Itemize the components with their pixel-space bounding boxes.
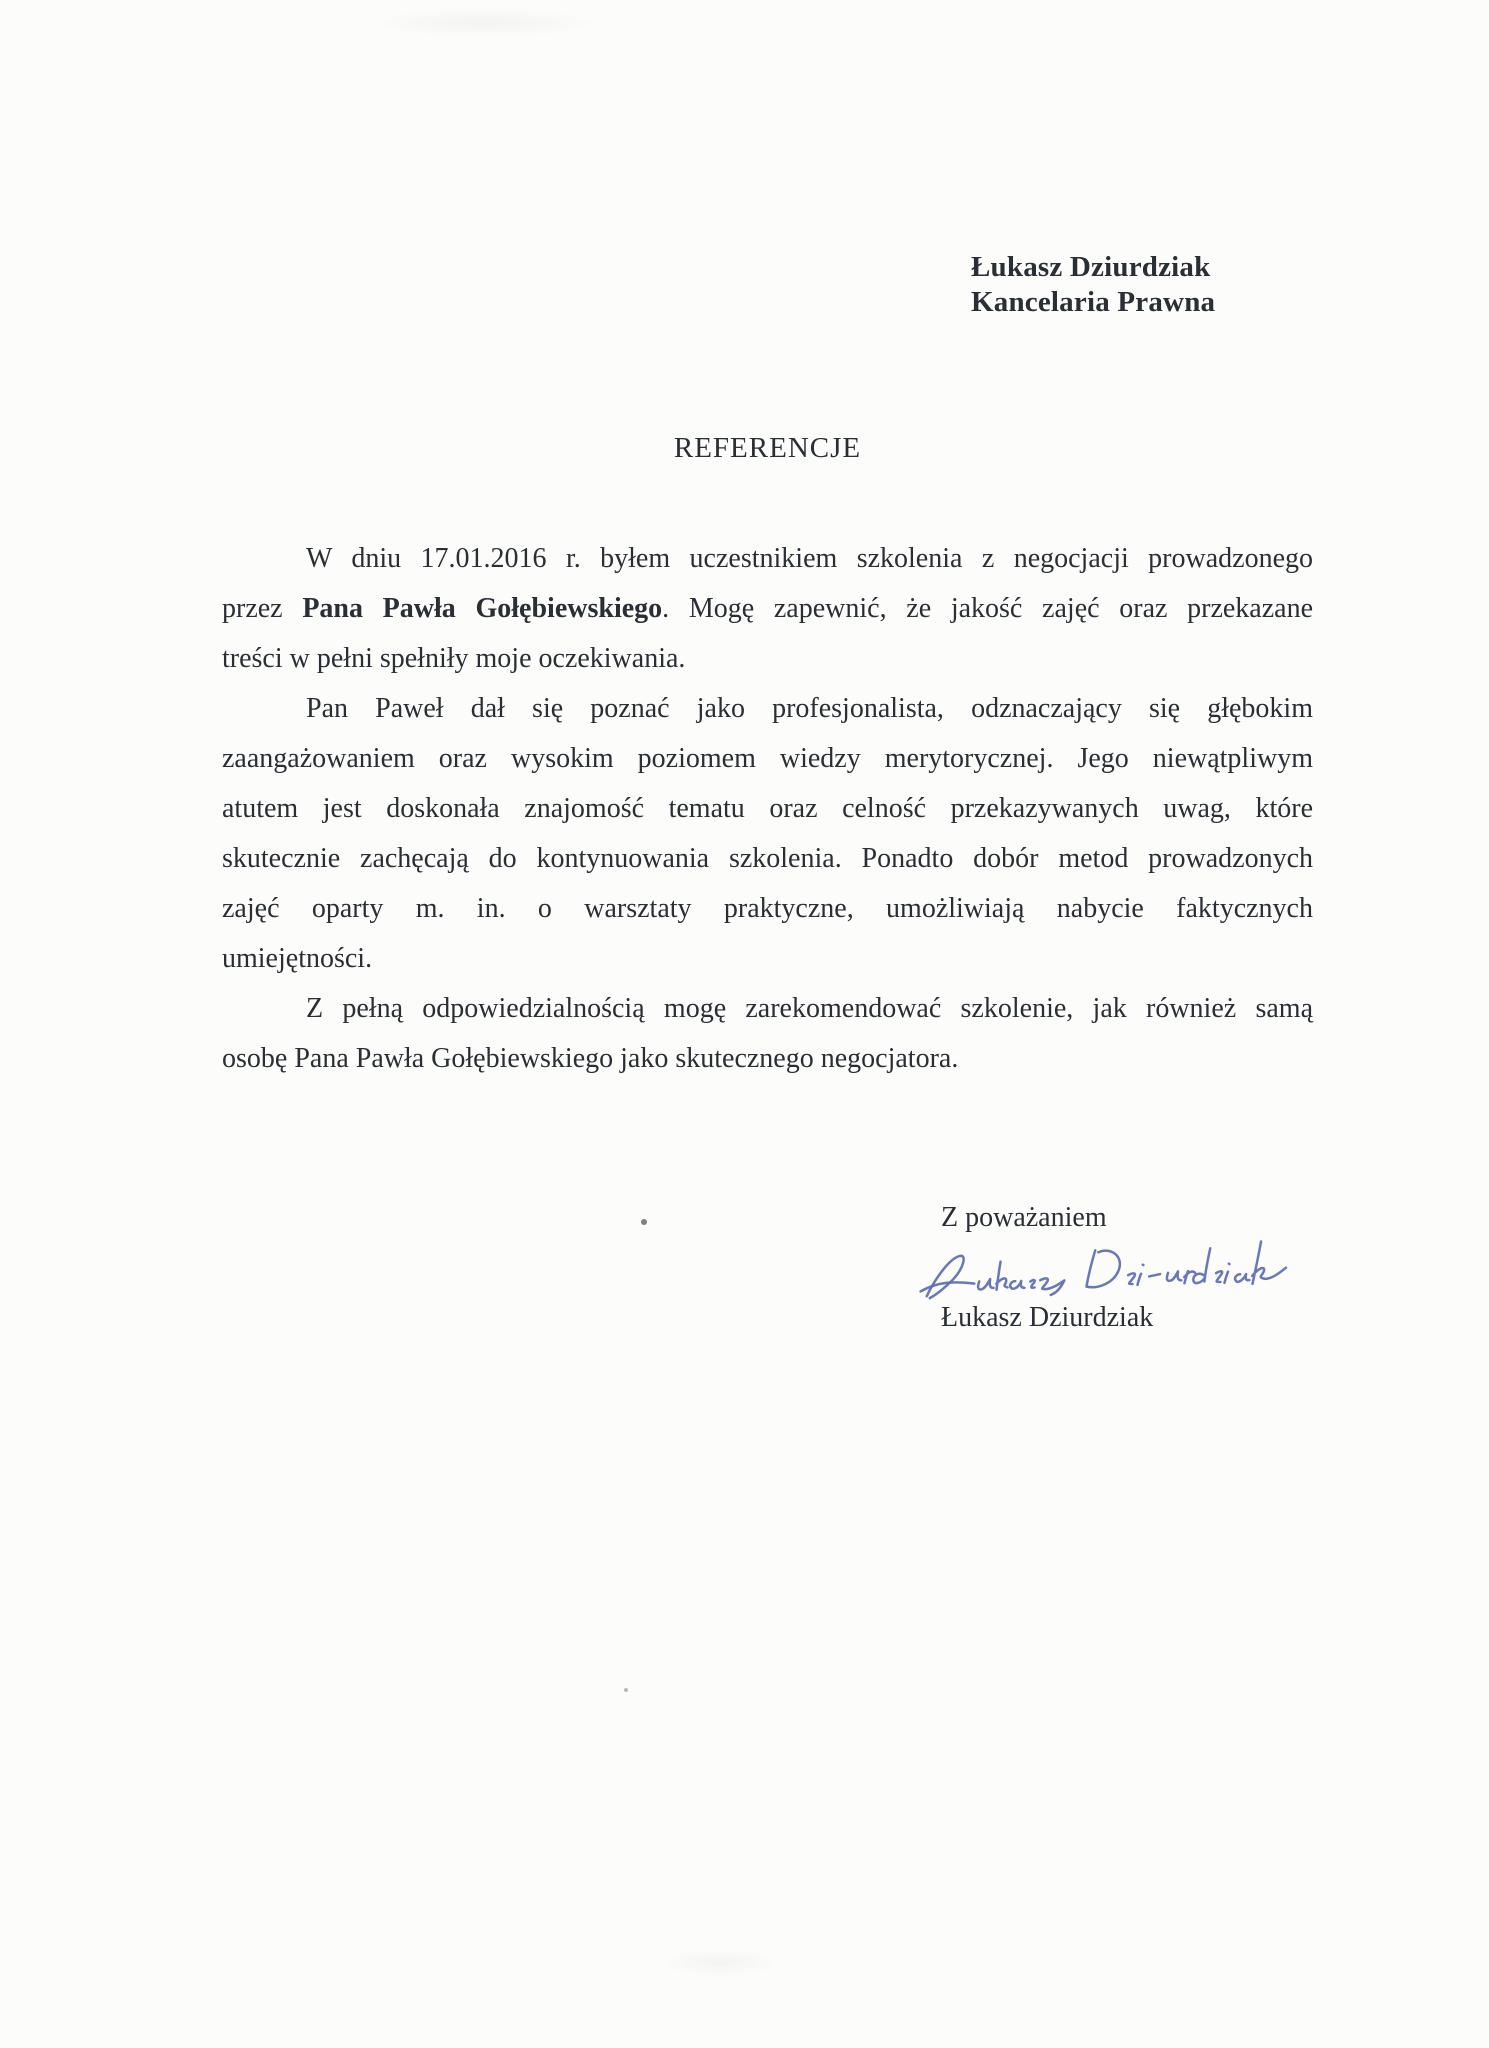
scan-speck [641, 1219, 647, 1225]
text-segment: przez [222, 593, 303, 624]
text-segment: zaangażowaniem oraz wysokim poziomem wiedzy merytorycznej. Jego niewątpliwym [222, 743, 1313, 774]
letter-title: REFERENCJE [673, 432, 862, 464]
letterhead-organization: Kancelaria Prawna [971, 286, 1216, 318]
text-segment: osobę Pana Pawła Gołębiewskiego jako skutecznego negocjatora. [222, 1043, 959, 1074]
scan-smudge [660, 1950, 780, 1976]
scan-smudge [370, 8, 600, 38]
body-line [222, 884, 1313, 934]
letterhead [971, 250, 1215, 320]
body-line [222, 834, 1313, 884]
letter-body [222, 534, 1313, 1084]
text-segment: . Mogę zapewnić, że jakość zajęć oraz przekazane [662, 593, 1314, 624]
text-segment: skutecznie zachęcają do kontynuowania szkolenia. Ponadto dobór metod prowadzonych [222, 843, 1313, 874]
text-segment: umiejętności. [222, 943, 373, 974]
text-segment: zajęć oparty m. in. o warsztaty praktyczne, umożliwiają nabycie faktycznych [222, 893, 1313, 924]
body-line [222, 634, 1313, 684]
body-line [222, 784, 1313, 834]
letterhead-name: Łukasz Dziurdziak [971, 251, 1211, 283]
scan-speck [624, 1688, 628, 1692]
valediction: Z poważaniem [941, 1202, 1107, 1233]
text-segment: atutem jest doskonała znajomość tematu oraz celność przekazywanych uwag, które [222, 793, 1313, 824]
text-segment: Pan Paweł dał się poznać jako profesjonalista, odznaczający się głębokim [306, 693, 1313, 724]
body-line [222, 1034, 1313, 1084]
body-line [222, 684, 1313, 734]
bold-text-segment: Pana Pawła Gołębiewskiego [302, 593, 663, 624]
text-segment: W dniu 17.01.2016 r. byłem uczestnikiem szkolenia z negocjacji prowadzonego [306, 543, 1313, 574]
body-line [222, 934, 1313, 984]
signed-name: Łukasz Dziurdziak [941, 1302, 1154, 1333]
body-line [222, 584, 1313, 634]
body-line [222, 534, 1313, 584]
text-segment: Z pełną odpowiedzialnością mogę zarekomendować szkolenie, jak również samą [306, 993, 1313, 1024]
body-line [222, 984, 1313, 1034]
text-segment: treści w pełni spełniły moje oczekiwania. [222, 643, 686, 674]
body-line [222, 734, 1313, 784]
